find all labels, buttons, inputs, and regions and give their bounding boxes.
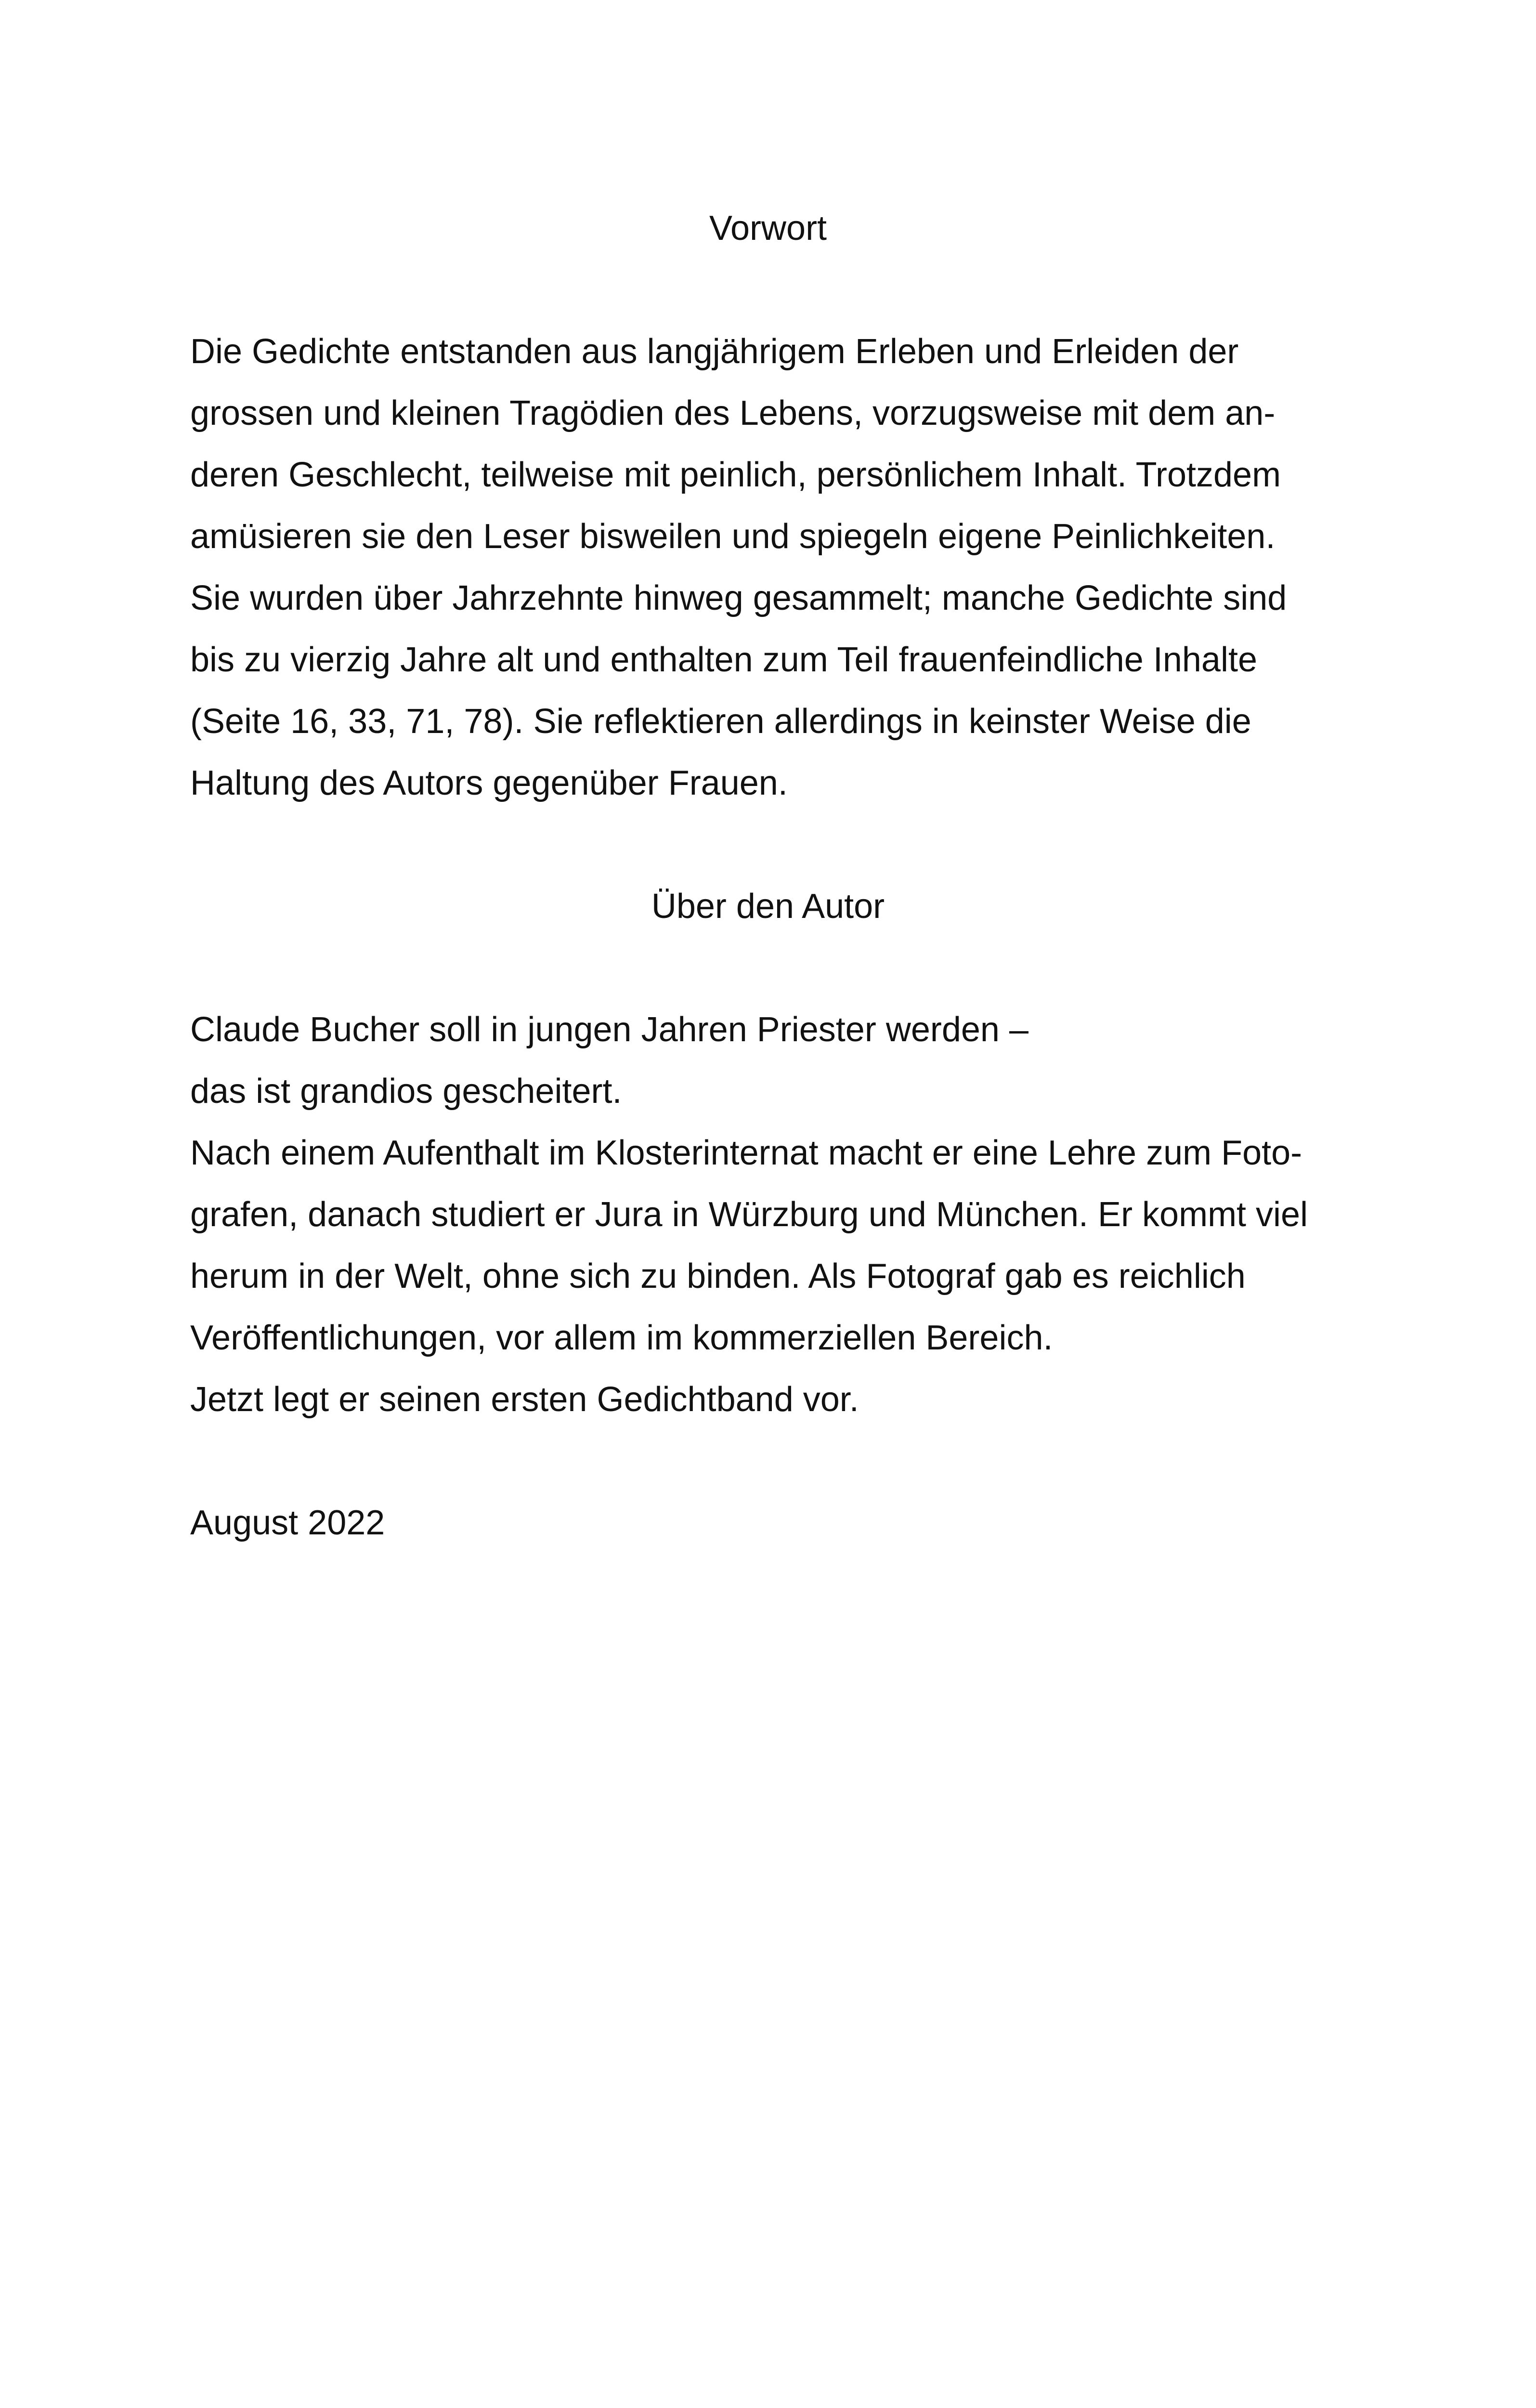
autor-line: herum in der Welt, ohne sich zu binden. Als Fotograf gab es reichlich bbox=[190, 1257, 1246, 1296]
vorwort-line: amüsieren sie den Leser bisweilen und spiegeln eigene Peinlichkeiten. bbox=[190, 517, 1276, 556]
date-line: August 2022 bbox=[190, 1504, 385, 1542]
vorwort-line: Die Gedichte entstanden aus langjährigem Erleben und Erleiden der bbox=[190, 332, 1239, 371]
autor-line: Nach einem Aufenthalt im Klosterinternat macht er eine Lehre zum Foto- bbox=[190, 1134, 1302, 1172]
autor-heading: Über den Autor bbox=[651, 887, 885, 926]
autor-line: das ist grandios gescheitert. bbox=[190, 1072, 622, 1111]
autor-line: grafen, danach studiert er Jura in Würzburg und München. Er kommt viel bbox=[190, 1195, 1308, 1234]
autor-line: Veröffentlichungen, vor allem im kommerziellen Bereich. bbox=[190, 1319, 1053, 1357]
vorwort-line: Sie wurden über Jahrzehnte hinweg gesammelt; manche Gedichte sind bbox=[190, 579, 1287, 617]
vorwort-line: deren Geschlecht, teilweise mit peinlich, persönlichem Inhalt. Trotzdem bbox=[190, 456, 1281, 494]
vorwort-heading: Vorwort bbox=[709, 209, 827, 248]
autor-line: Claude Bucher soll in jungen Jahren Priester werden – bbox=[190, 1010, 1029, 1049]
vorwort-line: Haltung des Autors gegenüber Frauen. bbox=[190, 764, 788, 802]
vorwort-line: grossen und kleinen Tragödien des Lebens, vorzugsweise mit dem an- bbox=[190, 394, 1276, 432]
vorwort-line: bis zu vierzig Jahre alt und enthalten zum Teil frauenfeindliche Inhalte bbox=[190, 641, 1258, 679]
vorwort-line: (Seite 16, 33, 71, 78). Sie reflektieren allerdings in keinster Weise die bbox=[190, 702, 1251, 741]
autor-line: Jetzt legt er seinen ersten Gedichtband vor. bbox=[190, 1380, 859, 1419]
